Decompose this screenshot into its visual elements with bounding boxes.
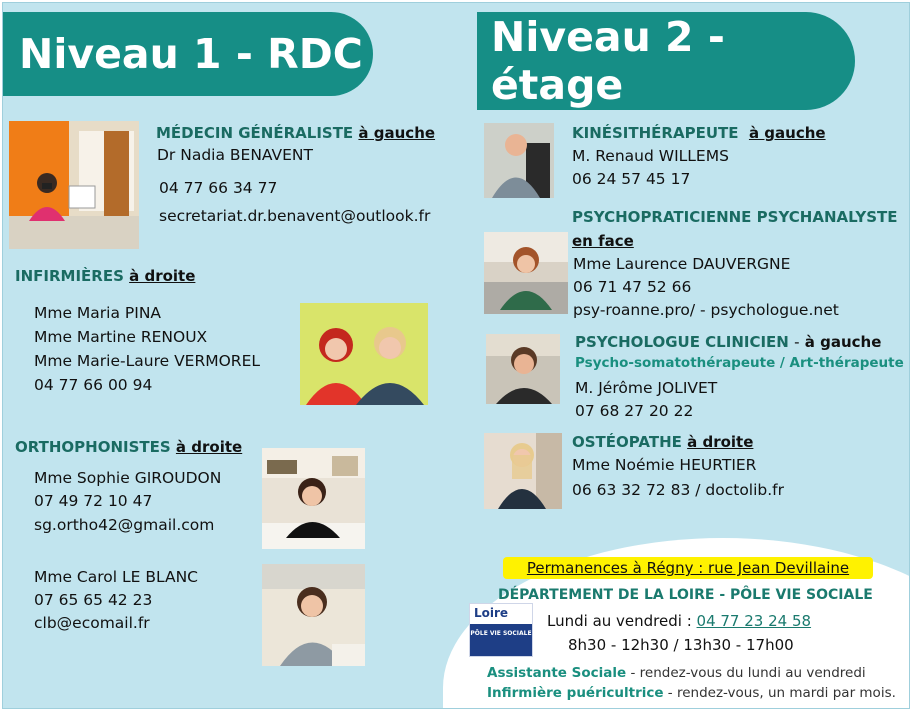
kine-heading: KINÉSITHÉRAPEUTE à gauche xyxy=(572,124,826,142)
psychopraticienne-photo xyxy=(484,232,568,314)
kine-name: M. Renaud WILLEMS xyxy=(572,147,729,165)
medecin-phone: 04 77 66 34 77 xyxy=(159,179,278,197)
medecin-email: secretariat.dr.benavent@outlook.fr xyxy=(159,207,431,225)
infirmiere-name-1: Mme Maria PINA xyxy=(34,304,162,322)
osteopathe-contact: 06 63 32 72 83 / doctolib.fr xyxy=(572,481,785,499)
psychopraticienne-name: Mme Laurence DAUVERGNE xyxy=(573,255,791,273)
hours-phone[interactable]: 04 77 23 24 58 xyxy=(696,612,812,630)
kine-direction: à gauche xyxy=(748,124,826,142)
ortho1-photo xyxy=(262,448,365,549)
infirmieres-phone: 04 77 66 00 94 xyxy=(34,376,153,394)
psychologue-heading: PSYCHOLOGUE CLINICIEN - à gauche xyxy=(575,333,882,351)
psychopraticienne-direction: en face xyxy=(572,232,634,250)
ortho1-phone: 07 49 72 10 47 xyxy=(34,492,153,510)
loire-logo xyxy=(469,603,533,657)
psychologue-direction: à gauche xyxy=(804,333,882,351)
hours-line: Lundi au vendredi : 04 77 23 24 58 xyxy=(547,612,812,630)
infirmiere-name-3: Mme Marie-Laure VERMOREL xyxy=(34,352,261,370)
psychologue-subtitle: Psycho-somatothérapeute / Art-thérapeute xyxy=(575,355,904,371)
ortho1-email: sg.ortho42@gmail.com xyxy=(34,516,215,534)
psychopraticienne-web: psy-roanne.pro/ - psychologue.net xyxy=(573,301,839,319)
kine-phone: 06 24 57 45 17 xyxy=(572,170,691,188)
medecin-heading: MÉDECIN GÉNÉRALISTE à gauche xyxy=(156,124,436,142)
ortho2-name: Mme Carol LE BLANC xyxy=(34,568,199,586)
level2-title: Niveau 2 - étage xyxy=(491,13,725,109)
medecin-photo xyxy=(9,121,139,249)
psychologue-phone: 07 68 27 20 22 xyxy=(575,402,694,420)
level2-banner xyxy=(477,12,855,110)
infirmiere-name-2: Mme Martine RENOUX xyxy=(34,328,208,346)
ortho2-email: clb@ecomail.fr xyxy=(34,614,150,632)
ortho2-photo xyxy=(262,564,365,666)
medecin-name: Dr Nadia BENAVENT xyxy=(157,146,313,164)
loire-logo-caption: PÔLE VIE SOCIALE xyxy=(470,630,532,637)
psychopraticienne-phone: 06 71 47 52 66 xyxy=(573,278,692,296)
assistante-line: Assistante Sociale - rendez-vous du lundi au vendredi xyxy=(487,665,866,681)
department-title: DÉPARTEMENT DE LA LOIRE - PÔLE VIE SOCIALE xyxy=(498,587,873,603)
osteopathe-direction: à droite xyxy=(687,433,754,451)
osteopathe-name: Mme Noémie HEURTIER xyxy=(572,456,757,474)
psychopraticienne-heading: PSYCHOPRATICIENNE PSYCHANALYSTE xyxy=(572,208,898,226)
infirmieres-direction: à droite xyxy=(129,267,196,285)
osteopathe-heading: OSTÉOPATHE à droite xyxy=(572,433,754,451)
flyer-page xyxy=(2,2,910,709)
hours-times: 8h30 - 12h30 / 13h30 - 17h00 xyxy=(568,636,794,654)
infirmiere-line: Infirmière puéricultrice - rendez-vous, un mardi par mois. xyxy=(487,685,896,701)
kine-photo xyxy=(484,123,554,198)
ortho2-phone: 07 65 65 42 23 xyxy=(34,591,153,609)
psychologue-photo xyxy=(486,334,560,404)
permanences-title: Permanences à Régny : rue Jean Devillaine xyxy=(503,557,873,579)
infirmieres-photo xyxy=(300,303,428,405)
infirmieres-heading: INFIRMIÈRES à droite xyxy=(15,267,196,285)
level1-banner xyxy=(3,12,373,96)
medecin-direction: à gauche xyxy=(358,124,436,142)
orthophonistes-heading: ORTHOPHONISTES à droite xyxy=(15,438,243,456)
psychologue-name: M. Jérôme JOLIVET xyxy=(575,379,718,397)
orthophonistes-direction: à droite xyxy=(175,438,243,456)
ortho1-name: Mme Sophie GIROUDON xyxy=(34,469,222,487)
osteopathe-photo xyxy=(484,433,562,509)
level1-title: Niveau 1 - RDC xyxy=(19,30,363,78)
loire-logo-text: Loire xyxy=(470,604,532,624)
